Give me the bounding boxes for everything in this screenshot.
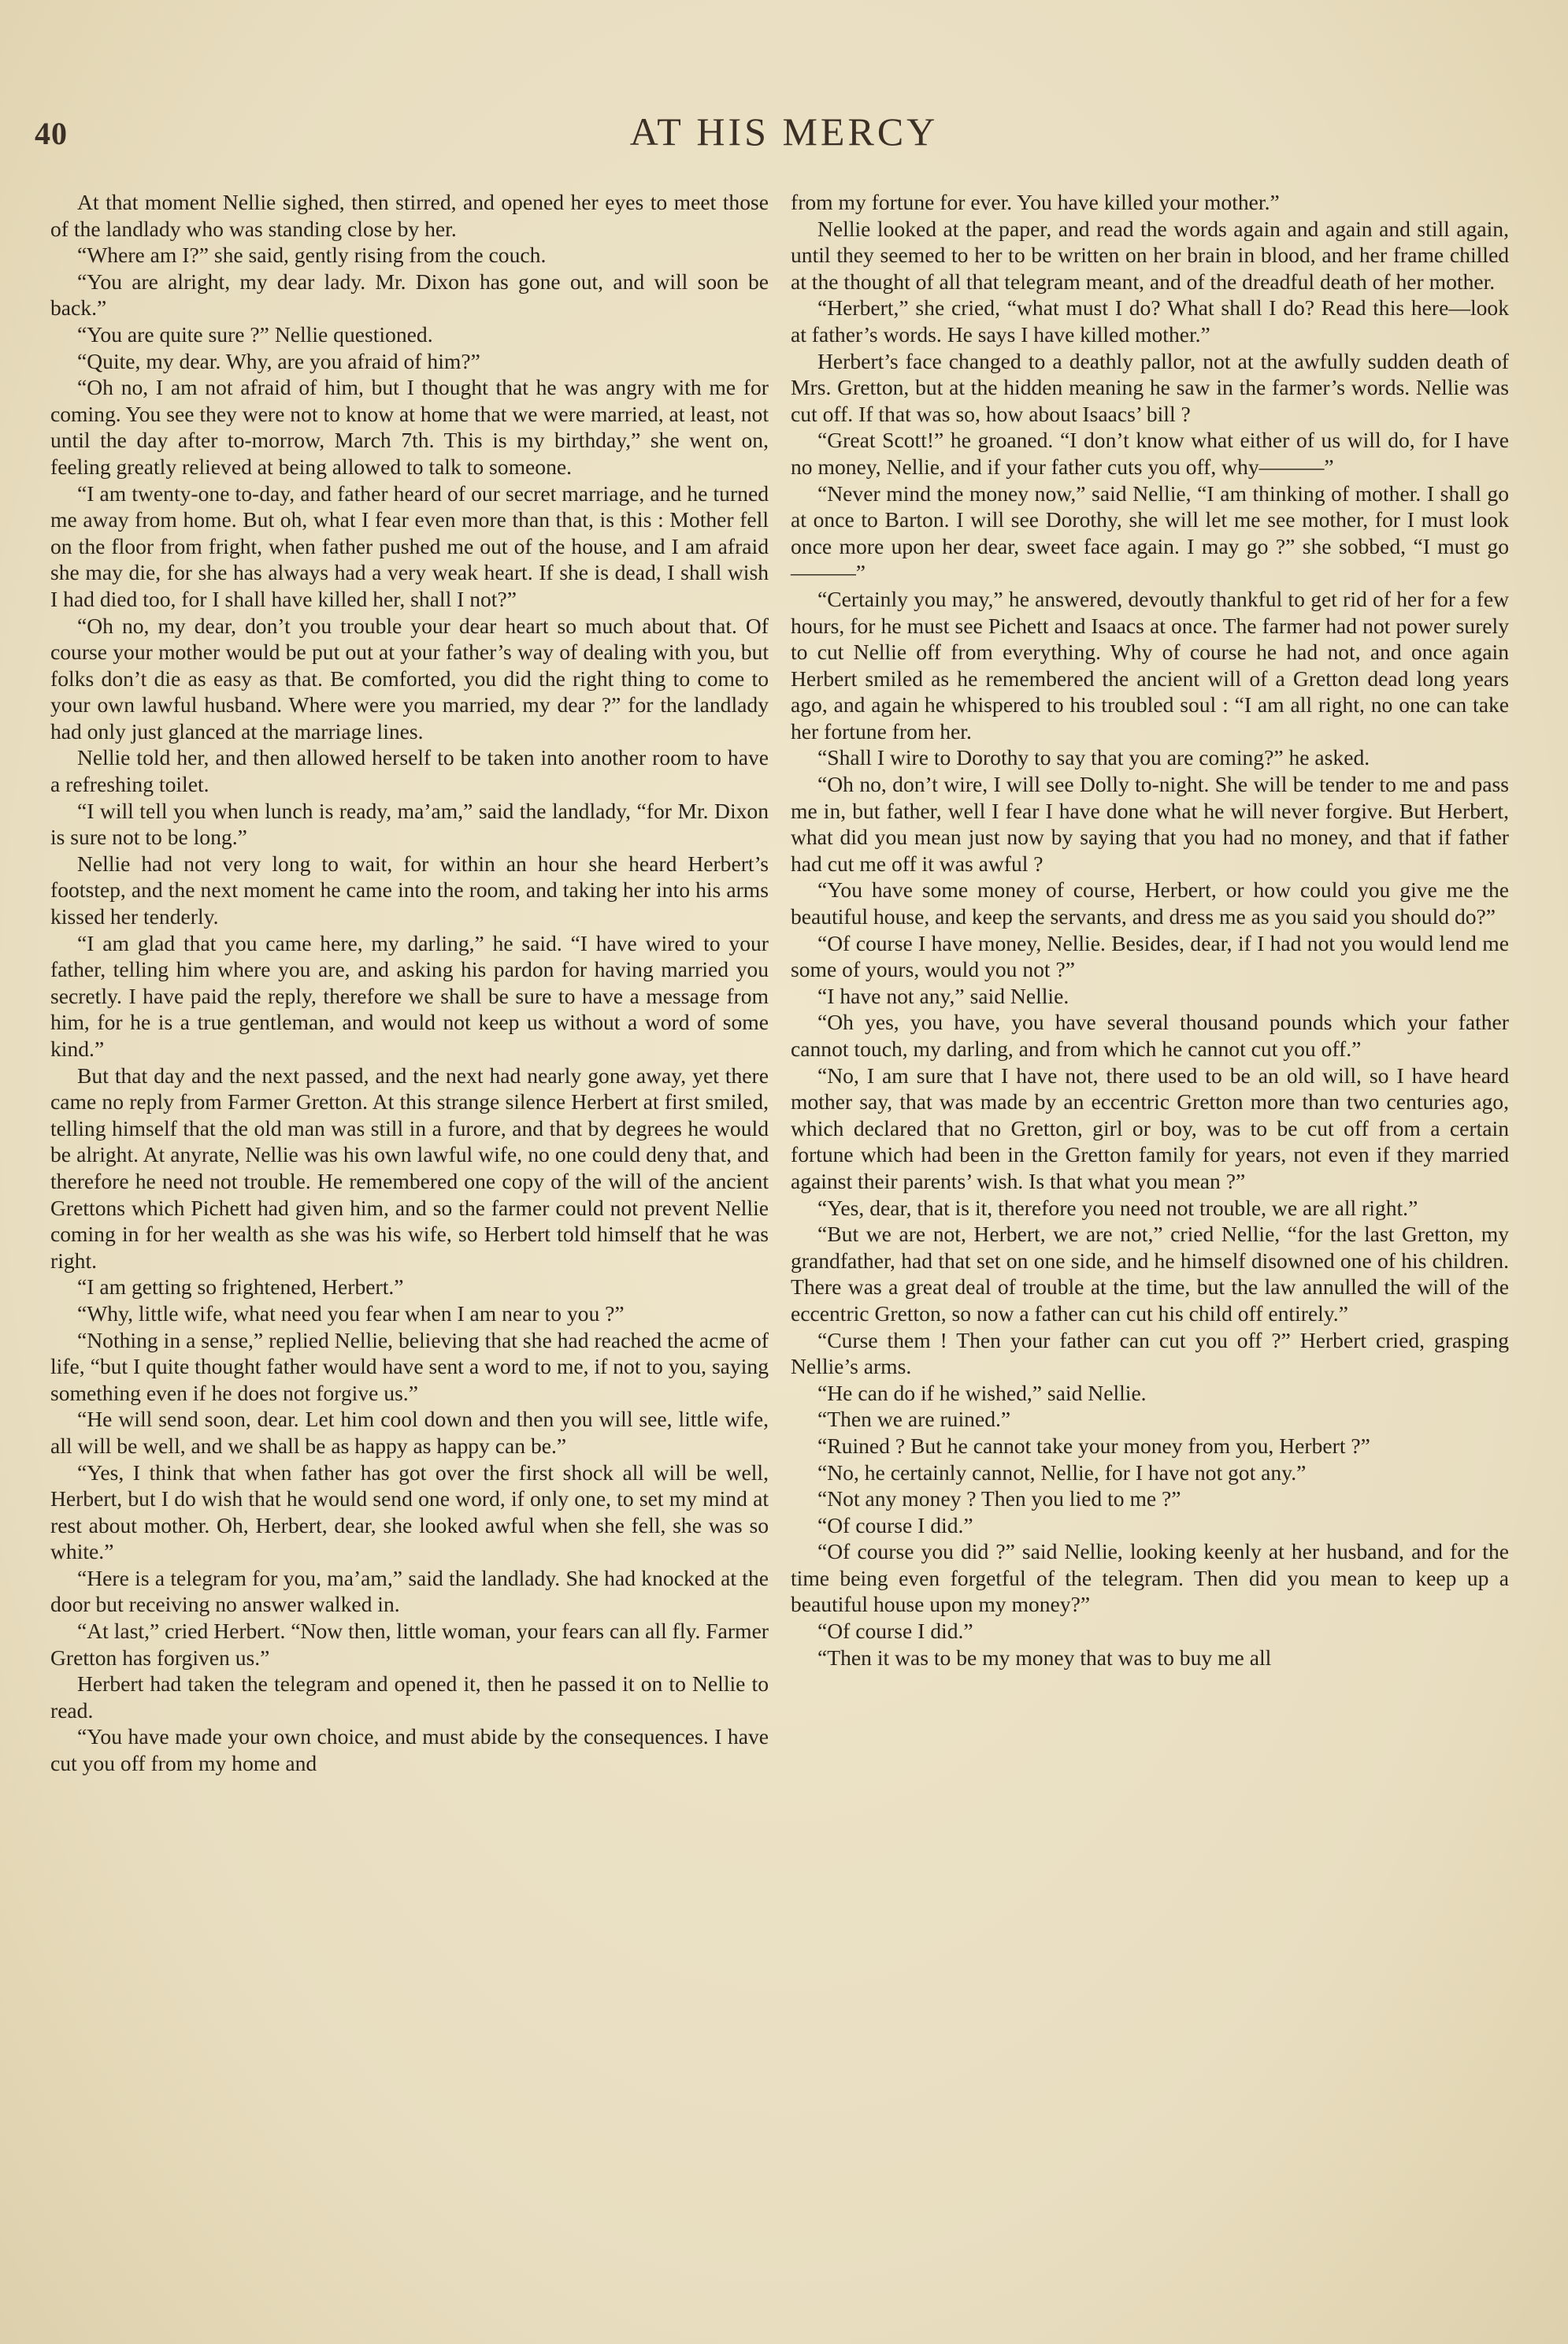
running-title: AT HIS MERCY — [629, 109, 939, 154]
paragraph: “I am getting so frightened, Herbert.” — [77, 1274, 404, 1300]
paragraph: “Of course I did.” — [817, 1619, 973, 1644]
left-column — [50, 189, 769, 1777]
paragraph: “Nothing in a sense,” replied Nellie, believing that she had reached the acme of life, “but I quite thought father would have sent a word to me, if not to you, saying something even if he does not forgive us.” — [50, 1327, 769, 1405]
paragraph: “I have not any,” said Nellie. — [817, 983, 1069, 1008]
paragraph: “You are alright, my dear lady. Mr. Dixon has gone out, and will soon be back.” — [50, 269, 769, 321]
paragraph: “Great Scott!” he groaned. “I don’t know what either of us will do, for I have no money, Nellie, and if your father cuts you off, why———” — [791, 428, 1509, 479]
paragraph: “Shall I wire to Dorothy to say that you are coming?” he asked. — [817, 745, 1370, 770]
paragraph: “Certainly you may,” he answered, devoutly thankful to get rid of her for a few hours, for he must see Pichett and Isaacs at once. The farmer had not power surely to cut Nellie off from everything. Why of course he had not, and once again Herbert smiled as he remembered the ancient will of a Gretton dead long years ago, and again he whispered to his troubled soul : “I am all right, no one can take her fortune from her. — [791, 586, 1509, 744]
paragraph: “Ruined ? But he cannot take your money from you, Herbert ?” — [817, 1433, 1370, 1458]
paragraph: “Then we are ruined.” — [817, 1407, 1011, 1432]
paragraph: “Of course you did ?” said Nellie, looking keenly at her husband, and for the time being even forgetful of the telegram. Then did you mean to keep up a beautiful house upon my money?” — [791, 1539, 1509, 1617]
paragraph: “You are quite sure ?” Nellie questioned. — [77, 321, 433, 347]
paragraph: “You have made your own choice, and must abide by the consequences. I have cut you off from my home and — [50, 1724, 769, 1776]
page-number: 40 — [35, 116, 68, 151]
paragraph: “Herbert,” she cried, “what must I do? What shall I do? Read this here—look at father’s words. He says I have killed mother.” — [791, 295, 1509, 347]
paragraph: “At last,” cried Herbert. “Now then, little woman, your fears can all fly. Farmer Gretton has forgiven us.” — [50, 1619, 769, 1670]
paragraph-continued: from my fortune for ever. You have killed your mother.” — [791, 190, 1280, 214]
paragraph: “Yes, dear, that is it, therefore you need not trouble, we are all right.” — [817, 1195, 1418, 1220]
paragraph: “Oh yes, you have, you have several thousand pounds which your father cannot touch, my darling, and from which he cannot cut you off.” — [791, 1010, 1509, 1061]
paragraph: “Quite, my dear. Why, are you afraid of him?” — [77, 348, 480, 373]
paragraph: “I am glad that you came here, my darling,” he said. “I have wired to your father, telling him where you are, and asking his pardon for having married you secretly. I have paid the reply, therefore we shall be sure to have a message from him, for he is a true gentleman, and would not keep us without a word of some kind.” — [50, 930, 769, 1061]
paragraph: “Oh no, my dear, don’t you trouble your dear heart so much about that. Of course your mother would be put out at your father’s way of dealing with you, but folks don’t die as easy as that. Be comforted, you did the right thing to come to your own lawful husband. Where were you married, my dear ?” for the landlady had only just glanced at the marriage lines. — [50, 613, 769, 744]
paragraph: “Of course I have money, Nellie. Besides, dear, if I had not you would lend me some of yours, would you not ?” — [791, 930, 1509, 982]
paragraph: “No, I am sure that I have not, there used to be an old will, so I have heard mother say, that was made by an eccentric Gretton more than two centuries ago, which declared that no Gretton, girl or boy, was to be cut off from a certain fortune which had been in the Gretton family for years, not even if they married against their parents’ wish. Is that what you mean ?” — [791, 1063, 1509, 1193]
paragraph: “Where am I?” she said, gently rising from the couch. — [77, 243, 547, 268]
paragraph: “I will tell you when lunch is ready, ma’am,” said the landlady, “for Mr. Dixon is sure not to be long.” — [50, 798, 769, 850]
paragraph: “He will send soon, dear. Let him cool down and then you will see, little wife, all will be well, and we shall be as happy as happy can be.” — [50, 1407, 769, 1458]
paragraph: Herbert had taken the telegram and opened it, then he passed it on to Nellie to read. — [50, 1671, 769, 1723]
paragraph: “Yes, I think that when father has got over the first shock all will be well, Herbert, but I do wish that he would send one word, if only one, to set my mind at rest about mother. Oh, Herbert, dear, she looked awful when she fell, she was so white.” — [50, 1459, 769, 1564]
paragraph: “Oh no, I am not afraid of him, but I thought that he was angry with me for coming. You see they were not to know at home that we were married, at least, not until the day after to-morrow, March 7th. This is my birthday,” she went on, feeling greatly relieved at being allowed to talk to someone. — [50, 375, 769, 479]
paragraph: “He can do if he wished,” said Nellie. — [817, 1380, 1147, 1405]
paragraph: “Curse them ! Then your father can cut you off ?” Herbert cried, grasping Nellie’s arms. — [791, 1327, 1509, 1379]
paragraph: “Not any money ? Then you lied to me ?” — [817, 1486, 1181, 1511]
paragraph: Nellie told her, and then allowed herself to be taken into another room to have a refreshing toilet. — [50, 745, 769, 797]
paragraph: “I am twenty-one to-day, and father heard of our secret marriage, and he turned me away from home. But oh, what I fear even more than that, is this : Mother fell on the floor from fright, when father pushed me out of the house, and I am afraid she may die, for she has always had a very weak heart. If she is dead, I shall wish I had died too, for I shall have killed her, shall I not?” — [50, 480, 769, 611]
paragraph: Nellie looked at the paper, and read the words again and again and still again, until they seemed to her to be written on her brain in blood, and her frame chilled at the thought of all that telegram meant, and of the dreadful death of her mother. — [791, 216, 1509, 294]
paragraph: Nellie had not very long to wait, for within an hour she heard Herbert’s footstep, and the next moment he came into the room, and taking her into his arms kissed her tenderly. — [50, 851, 769, 929]
paragraph: “You have some money of course, Herbert, or how could you give me the beautiful house, and keep the servants, and dress me as you said you should do?” — [791, 877, 1509, 929]
paragraph: Herbert’s face changed to a deathly pallor, not at the awfully sudden death of Mrs. Gretton, but at the hidden meaning he saw in the farmer’s words. Nellie was cut off. If that was so, how about Isaacs’ bill ? — [791, 348, 1509, 426]
paragraph: At that moment Nellie sighed, then stirred, and opened her eyes to meet those of the landlady who was standing close by her. — [50, 190, 769, 241]
paragraph: “But we are not, Herbert, we are not,” cried Nellie, “for the last Gretton, my grandfather, had that set on one side, and he himself disowned one of his children. There was a great deal of trouble at the time, but the law annulled the will of the eccentric Gretton, so now a father can cut his child off entirely.” — [791, 1222, 1509, 1326]
paragraph: “No, he certainly cannot, Nellie, for I have not got any.” — [817, 1459, 1307, 1485]
paragraph: “Of course I did.” — [817, 1512, 973, 1537]
paragraph: “Here is a telegram for you, ma’am,” said the landlady. She had knocked at the door but receiving no answer walked in. — [50, 1565, 769, 1617]
paragraph: “Oh no, don’t wire, I will see Dolly to-night. She will be tender to me and pass me in, but father, well I fear I have done what he will never forgive. But Herbert, what did you mean just now by saying that you had no money, and that if father had cut me off it was awful ? — [791, 772, 1509, 876]
paragraph: “Then it was to be my money that was to buy me all — [817, 1645, 1272, 1670]
paragraph: But that day and the next passed, and the next had nearly gone away, yet there came no reply from Farmer Gretton. At this strange silence Herbert at first smiled, telling himself that the old man was still in a furore, and that by degrees he would be alright. At anyrate, Nellie was his own lawful wife, no one could deny that, and therefore he need not trouble. He remembered one copy of the will of the ancient Grettons which Pichett had given him, and so the farmer could not prevent Nellie coming in for her wealth as she was his wife, so Herbert told himself that he was right. — [50, 1063, 769, 1273]
right-column — [791, 189, 1509, 1671]
paragraph: “Why, little wife, what need you fear when I am near to you ?” — [77, 1300, 625, 1326]
paragraph: “Never mind the money now,” said Nellie, “I am thinking of mother. I shall go at once to Barton. I will see Dorothy, she will let me see mother, for I must look once more upon her dear, sweet face again. I may go ?” she sobbed, “I must go———” — [791, 480, 1509, 585]
